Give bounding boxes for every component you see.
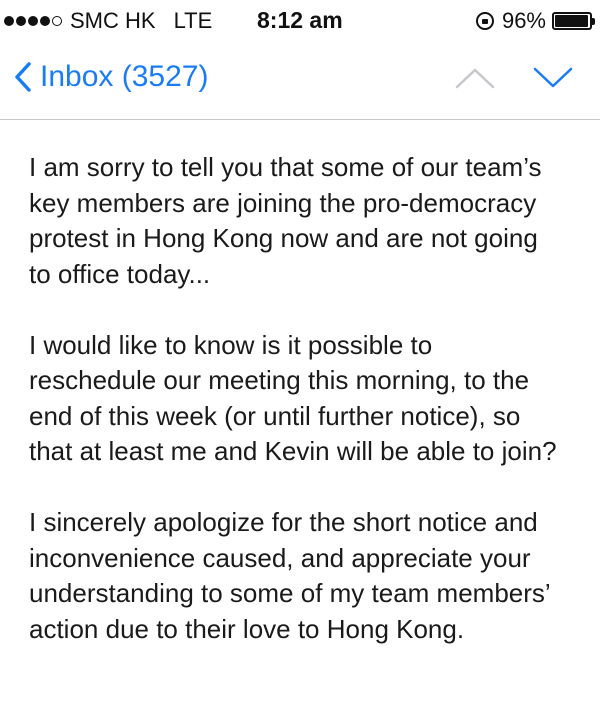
previous-message-button[interactable]	[454, 66, 496, 95]
chevron-left-icon	[14, 61, 32, 93]
message-paragraph: I sincerely apologize for the short notice and inconvenience caused, and appreciate your understanding to some of my team members’ action due to their love to Hong Kong.	[29, 507, 551, 644]
status-left	[4, 8, 212, 34]
signal-dot	[16, 16, 26, 26]
back-to-inbox-button[interactable]	[14, 60, 208, 94]
status-bar	[0, 0, 600, 40]
message-paragraph: I am sorry to tell you that some of our team’s key members are joining the pro-democracy protest in Hong Kong now and are not going to office today...	[29, 152, 542, 289]
battery-fill	[555, 15, 588, 27]
chevron-down-icon	[532, 66, 574, 90]
signal-dot	[40, 16, 50, 26]
navigation-bar	[0, 40, 600, 120]
orientation-lock-icon	[476, 12, 494, 30]
signal-strength-icon	[4, 16, 62, 26]
chevron-up-icon	[454, 66, 496, 90]
battery-percent: 96%	[501, 8, 546, 33]
network-type: LTE	[173, 8, 213, 33]
status-right	[476, 8, 592, 34]
battery-icon	[552, 12, 592, 30]
signal-dot-empty	[52, 16, 62, 26]
message-body	[29, 150, 589, 683]
message-paragraph: I would like to know is it possible to reschedule our meeting this morning, to the end of this week (or until further notice), so that at least me and Kevin will be able to join?	[29, 329, 557, 466]
carrier-name: SMC HK	[70, 8, 156, 33]
signal-dot	[4, 16, 14, 26]
status-time: 8:12 am	[257, 7, 343, 33]
next-message-button[interactable]	[532, 66, 574, 95]
signal-dot	[28, 16, 38, 26]
back-label: Inbox (3527)	[40, 60, 209, 93]
